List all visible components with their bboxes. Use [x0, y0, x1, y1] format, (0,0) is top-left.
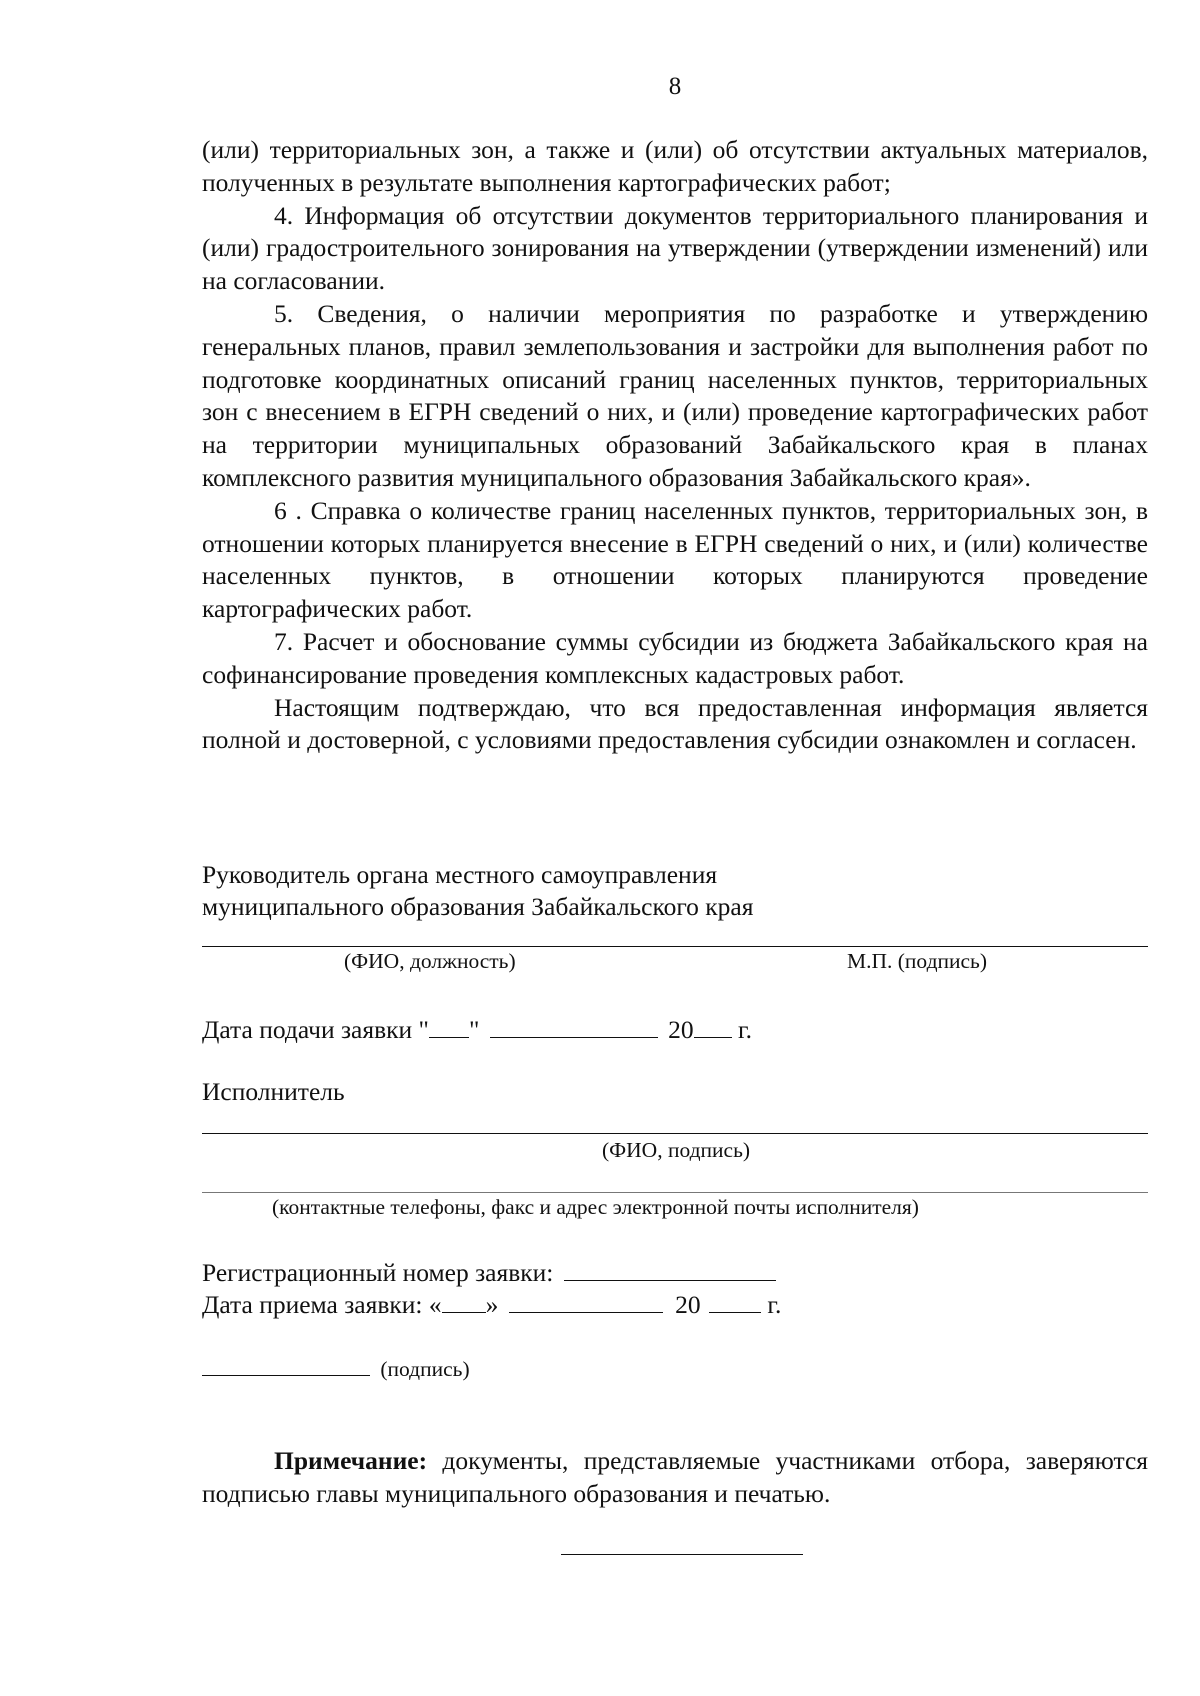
caption-fio-signature: (ФИО, подпись) — [602, 1138, 751, 1162]
caption-stamp-signature: М.П. (подпись) — [847, 949, 988, 973]
accept-month-blank — [509, 1290, 663, 1313]
reg-number-blank — [564, 1258, 776, 1281]
submission-date-label: Дата подачи заявки " — [202, 1015, 429, 1044]
caption-contacts: (контактные телефоны, факс и адрес электронной почты исполнителя) — [272, 1195, 919, 1219]
paragraph-item-5: 5. Сведения, о наличии мероприятия по разработке и утверждению генеральных планов, правил землепользования и застройки для выполнения работ по подготовке координатных описаний границ населенных пунктов, территориальных зон с внесением в ЕГРН сведений о них, и (или) проведение картографических работ на территории муниципальных образований Забайкальского края в планах комплексного развития муниципального образования Забайкальского края». — [202, 298, 1148, 492]
accept-date-line — [202, 1289, 781, 1321]
head-title-block — [202, 859, 1148, 923]
accept-year-blank — [709, 1290, 761, 1313]
reg-number-line — [202, 1257, 776, 1289]
page-number: 8 — [668, 73, 682, 100]
accept-date-label: Дата приема заявки: « — [202, 1290, 442, 1319]
submission-year-prefix: 20 — [668, 1015, 694, 1044]
executor-contacts-line — [202, 1192, 1148, 1193]
paragraph-item-7: 7. Расчет и обоснование суммы субсидии из бюджета Забайкальского края на софинансирование проведения комплексных кадастровых работ. — [202, 626, 1148, 689]
paragraph-item-6: 6 . Справка о количестве границ населенных пунктов, территориальных зон, в отношении которых планируется внесение в ЕГРН сведений о них, и (или) количестве населенных пунктов, в отношении которых планируются проведение картографических работ. — [202, 495, 1148, 624]
submission-day-blank — [429, 1015, 469, 1038]
executor-label: Исполнитель — [202, 1077, 345, 1106]
note-paragraph — [202, 1445, 1148, 1510]
submission-date-quote: " — [468, 1015, 480, 1044]
caption-signature: (подпись) — [380, 1357, 470, 1381]
submission-date-line — [202, 1014, 752, 1046]
document-page — [202, 0, 1148, 1696]
accept-year-suffix: г. — [767, 1290, 782, 1319]
paragraph-item-4: 4. Информация об отсутствии документов территориального планирования и (или) градостроительного зонирования на утверждении (утверждении изменений) или на согласовании. — [202, 200, 1148, 296]
executor-signature-line — [202, 1133, 1148, 1134]
reg-number-label: Регистрационный номер заявки: — [202, 1258, 554, 1287]
paragraph-confirmation: Настоящим подтверждаю, что вся предоставленная информация является полной и достоверной, с условиями предоставления субсидии ознакомлен и согласен. — [202, 692, 1148, 755]
paragraph-continuation: (или) территориальных зон, а также и (или) об отсутствии актуальных материалов, полученных в результате выполнения картографических работ; — [202, 135, 1148, 197]
submission-year-suffix: г. — [738, 1015, 752, 1044]
note-label: Примечание: — [274, 1446, 428, 1475]
submission-year-blank — [694, 1015, 732, 1038]
accept-day-blank — [442, 1290, 486, 1313]
submission-month-blank — [490, 1015, 658, 1038]
head-signature-line — [202, 946, 1148, 947]
head-title-line-1: Руководитель органа местного самоуправления — [202, 860, 718, 889]
caption-fio-position: (ФИО, должность) — [344, 949, 516, 973]
note-block — [202, 1445, 1148, 1510]
end-divider — [561, 1554, 803, 1555]
note-text: документы, представляемые участниками отбора, заверяются подписью главы муниципального образования и печатью. — [202, 1446, 1148, 1508]
accept-year-prefix: 20 — [675, 1290, 701, 1319]
final-signature-line — [202, 1352, 470, 1385]
final-signature-blank — [202, 1353, 370, 1376]
accept-date-quote: » — [485, 1290, 499, 1319]
body-text — [202, 134, 1148, 757]
head-title-line-2: муниципального образования Забайкальского края — [202, 892, 754, 921]
